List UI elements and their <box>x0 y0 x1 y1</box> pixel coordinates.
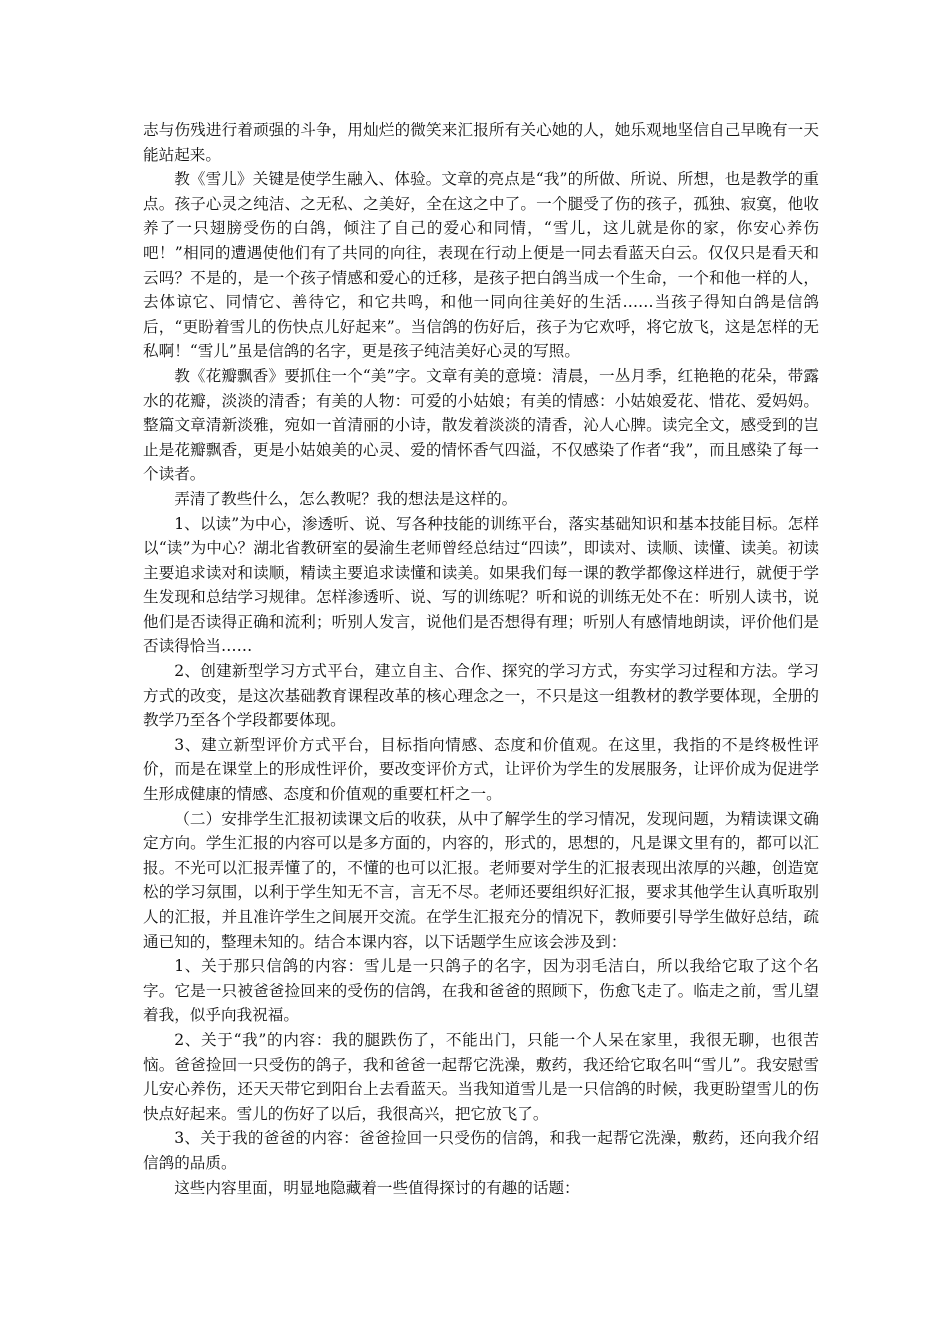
paragraph-topic-3-father: 3、关于我的爸爸的内容：爸爸捡回一只受伤的信鸽，和我一起帮它洗澡，敷药，还向我介绍信鸽的品质。 <box>143 1129 819 1172</box>
paragraph-point-2-learning-style: 2、创建新型学习方式平台，建立自主、合作、探究的学习方式，夯实学习过程和方法。学习方式的改变，是这次基础教育课程改革的核心理念之一，不只是这一组教材的教学要体现，全册的教学乃至各个学段都要体现。 <box>143 662 819 730</box>
paragraph-how-to-teach: 弄清了教些什么，怎么教呢？我的想法是这样的。 <box>174 489 518 508</box>
paragraph-point-3-evaluation: 3、建立新型评价方式平台，目标指向情感、态度和价值观。在这里，我指的不是终极性评价，而是在课堂上的形成性评价，要改变评价方式，让评价为学生的发展服务，让评价成为促进学生形成健康的情感、态度和价值观的重要杠杆之一。 <box>143 735 819 804</box>
paragraph-section-two: （二）安排学生汇报初读课文后的收获，从中了解学生的学习情况，发现问题，为精读课文确定方向。学生汇报的内容可以是多方面的，内容的，形式的，思想的，凡是课文里有的，都可以汇报。不光可以汇报弄懂了的，不懂的也可以汇报。老师要对学生的汇报表现出浓厚的兴趣，创造宽松的学习氛围，以利于学生知无不言，言无不尽。老师还要组织好汇报，要求其他学生认真听取别人的汇报，并且准许学生之间展开交流。在学生汇报充分的情况下，教师要引导学生做好总结，疏通已知的，整理未知的。结合本课内容，以下话题学生应该会涉及到： <box>143 809 819 951</box>
paragraph-xueer: 教《雪儿》关键是使学生融入、体验。文章的亮点是“我”的所做、所说、所想，也是教学的重点。孩子心灵之纯洁、之无私、之美好，全在这之中了。一个腿受了伤的孩子，孤独、寂寞，他收养了一只翅膀受伤的白鸽，倾注了自己的爱心和同情，“雪儿，这儿就是你的家，你安心养伤吧！”相同的遭遇使他们有了共同的向往，表现在行动上便是一同去看蓝天白云。仅仅只是看天和云吗？不是的，是一个孩子情感和爱心的迁移，是孩子把白鸽当成一个生命，一个和他一样的人，去体谅它、同情它、善待它，和它共鸣，和他一同向往美好的生活……当孩子得知白鸽是信鸽后，“更盼着雪儿的伤快点儿好起来”。当信鸽的伤好后，孩子为它欢呼，将它放飞，这是怎样的无私啊！“雪儿”虽是信鸽的名字，更是孩子纯洁美好心灵的写照。 <box>143 170 819 361</box>
document-page <box>143 118 819 1200</box>
paragraph-topic-1-pigeon: 1、关于那只信鸽的内容：雪儿是一只鸽子的名字，因为羽毛洁白，所以我给它取了这个名字。它是一只被爸爸捡回来的受伤的信鸽，在我和爸爸的照顾下，伤愈飞走了。临走之前，雪儿望着我，似乎向我祝福。 <box>143 957 819 1025</box>
paragraph-topic-2-me: 2、关于“我”的内容：我的腿跌伤了，不能出门，只能一个人呆在家里，我很无聊，也很苦恼。爸爸捡回一只受伤的鸽子，我和爸爸一起帮它洗澡，敷药，我还给它取名叫“雪儿”。我安慰雪儿安心养伤，还天天带它到阳台上去看蓝天。当我知道雪儿是一只信鸽的时候，我更盼望雪儿的伤快点好起来。雪儿的伤好了以后，我很高兴，把它放飞了。 <box>143 1030 819 1123</box>
paragraph-closing: 这些内容里面，明显地隐藏着一些值得探讨的有趣的话题： <box>174 1178 580 1197</box>
paragraph-huaban-piaoxiang: 教《花瓣飘香》要抓住一个“美”字。文章有美的意境：清晨，一丛月季，红艳艳的花朵，带露水的花瓣，淡淡的清香；有美的人物：可爱的小姑娘；有美的情感：小姑娘爱花、惜花、爱妈妈。整篇文章清新淡雅，宛如一首清丽的小诗，散发着淡淡的清香，沁人心脾。读完全文，感受到的岂止是花瓣飘香，更是小姑娘美的心灵、爱的情怀香气四溢，不仅感染了作者“我”，而且感染了每一个读者。 <box>143 366 819 484</box>
paragraph-continuation: 志与伤残进行着顽强的斗争，用灿烂的微笑来汇报所有关心她的人，她乐观地坚信自己早晚有一天能站起来。 <box>143 121 819 164</box>
paragraph-point-1-reading: 1、以读”为中心，渗透听、说、写各种技能的训练平台，落实基础知识和基本技能目标。怎样以“读”为中心？湖北省教研室的晏渝生老师曾经总结过“四读”，即读对、读顺、读懂、读美。初读主要追求读对和读顺，精读主要追求读懂和读美。如果我们每一课的教学都像这样进行，就便于学生发现和总结学习规律。怎样渗透听、说、写的训练呢？听和说的训练无处不在：听别人读书，说他们是否读得正确和流利；听别人发言，说他们是否想得有理；听别人有感情地朗读，评价他们是否读得恰当…… <box>143 514 819 656</box>
